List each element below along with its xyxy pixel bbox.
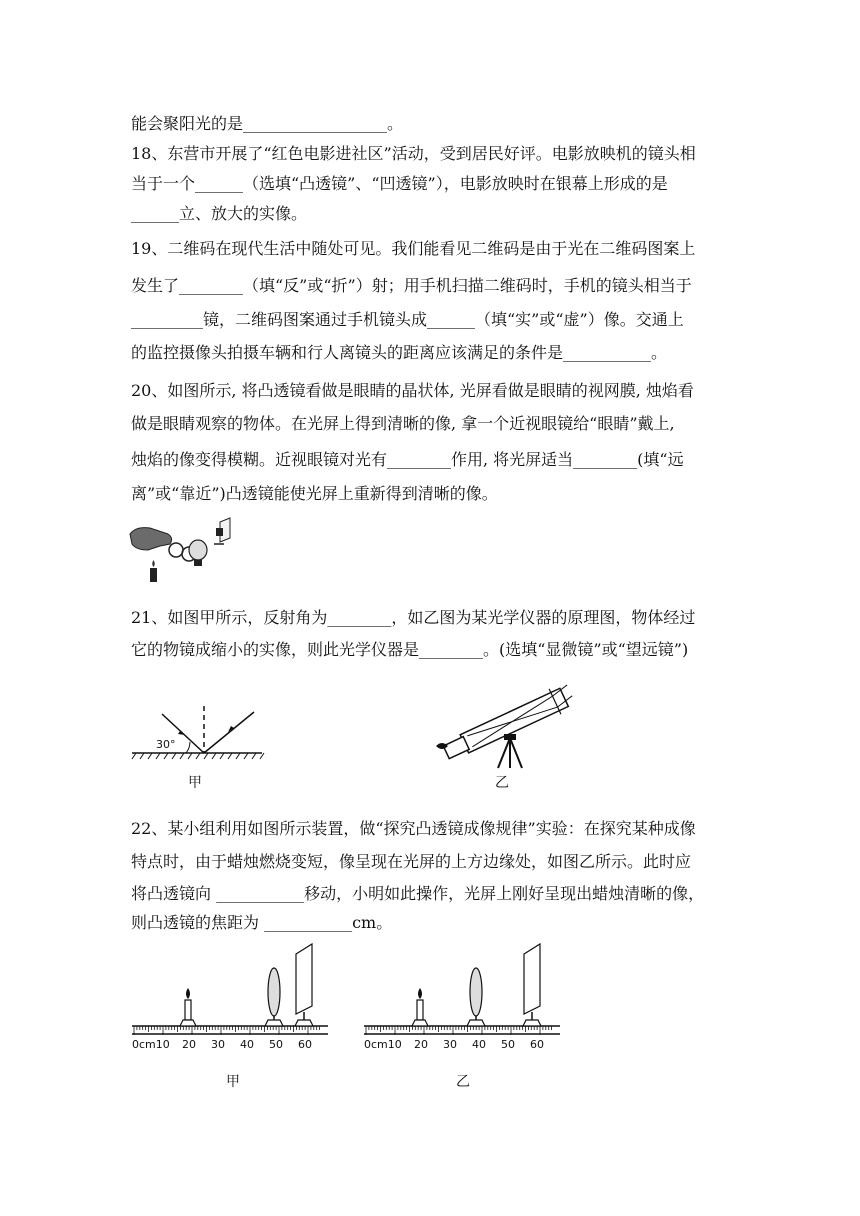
q22-yi-optical-bench — [362, 940, 562, 1065]
candle-icon — [150, 568, 157, 582]
tick-label: 50 — [269, 1038, 283, 1051]
q22-jia-optical-bench — [130, 940, 330, 1065]
tick-label: 40 — [472, 1038, 486, 1051]
q21-telescope-figure — [432, 684, 582, 770]
tick-label: 20 — [182, 1038, 196, 1051]
q21-yi-caption: 乙 — [495, 775, 509, 791]
q22-yi-caption: 乙 — [456, 1074, 470, 1090]
q21-jia-caption: 甲 — [188, 775, 202, 791]
question-22-line-3: 将凸透镜向 ___________移动，小明如此操作，光屏上刚好呈现出蜡烛清晰的像， — [131, 884, 705, 903]
light-screen-icon — [296, 944, 312, 1014]
q21-reflection-diagram — [130, 700, 266, 762]
reflected-ray — [204, 712, 254, 753]
answer-line-17-end: 能会聚阳光的是__________________。 — [131, 114, 404, 133]
angle-label: 30° — [156, 738, 176, 751]
tick-label: 50 — [501, 1038, 515, 1051]
question-22-line-2: 特点时，由于蜡烛燃烧变短，像呈现在光屏的上方边缘处，如图乙所示。此时应 — [131, 852, 692, 871]
question-21-line-2: 它的物镜成缩小的实像，则此光学仪器是________。(选填“显微镜”或“望远镜”) — [131, 640, 689, 659]
light-screen-icon — [524, 944, 540, 1014]
question-20-line-3: 烛焰的像变得模糊。近视眼镜对光有________作用, 将光屏适当________(填“远 — [131, 450, 684, 469]
question-22-line-1: 22、某小组利用如图所示装置，做“探究凸透镜成像规律”实验：在探究某种成像 — [131, 819, 696, 838]
question-19-line-3: _________镜，二维码图案通过手机镜头成______（填“实”或“虚”）像。交通上 — [131, 310, 684, 329]
q22-jia-caption: 甲 — [226, 1074, 240, 1090]
question-18-line-2: 当于一个______（选填“凸透镜”、“凹透镜”），电影放映时在银幕上形成的是 — [131, 174, 668, 193]
candle-icon — [417, 1000, 423, 1020]
hand-icon — [130, 528, 172, 550]
tick-label: 30 — [443, 1038, 457, 1051]
question-20-line-2: 做是眼睛观察的物体。在光屏上得到清晰的像, 拿一个近视眼镜给“眼睛”戴上, — [131, 414, 675, 433]
question-20-line-4: 离”或“靠近”)凸透镜能使光屏上重新得到清晰的像。 — [131, 484, 498, 503]
candle-icon — [185, 1000, 191, 1020]
question-18-line-1: 18、东营市开展了“红色电影进社区”活动，受到居民好评。电影放映机的镜头相 — [131, 144, 696, 163]
eyepiece — [443, 737, 469, 759]
question-21-line-1: 21、如图甲所示，反射角为________，如乙图为某光学仪器的原理图，物体经过 — [131, 608, 696, 627]
glasses-left-lens-icon — [169, 543, 183, 557]
question-18-line-3: ______立、放大的实像。 — [131, 204, 308, 223]
tick-label: 0cm10 — [132, 1038, 170, 1051]
question-19-line-1: 19、二维码在现代生活中随处可见。我们能看见二维码是由于光在二维码图案上 — [131, 239, 696, 258]
question-20-line-1: 20、如图所示, 将凸透镜看做是眼睛的晶状体, 光屏看做是眼睛的视网膜, 烛焰看 — [131, 381, 694, 400]
q20-eye-model-figure — [126, 516, 238, 586]
convex-lens-icon — [470, 968, 482, 1016]
tick-label: 20 — [414, 1038, 428, 1051]
tick-label: 0cm10 — [364, 1038, 402, 1051]
tick-label: 60 — [530, 1038, 544, 1051]
question-19-line-2: 发生了________（填“反”或“折”）射；用手机扫描二维码时，手机的镜头相当于 — [131, 276, 692, 295]
tripod-head — [504, 734, 516, 740]
question-19-line-4: 的监控摄像头拍摄车辆和行人离镜头的距离应该满足的条件是___________。 — [131, 343, 668, 362]
convex-lens-icon — [189, 540, 207, 560]
question-22-line-4: 则凸透镜的焦距为 ___________cm。 — [131, 913, 393, 932]
tick-label: 30 — [211, 1038, 225, 1051]
convex-lens-icon — [268, 968, 280, 1016]
tick-label: 40 — [240, 1038, 254, 1051]
tick-label: 60 — [298, 1038, 312, 1051]
